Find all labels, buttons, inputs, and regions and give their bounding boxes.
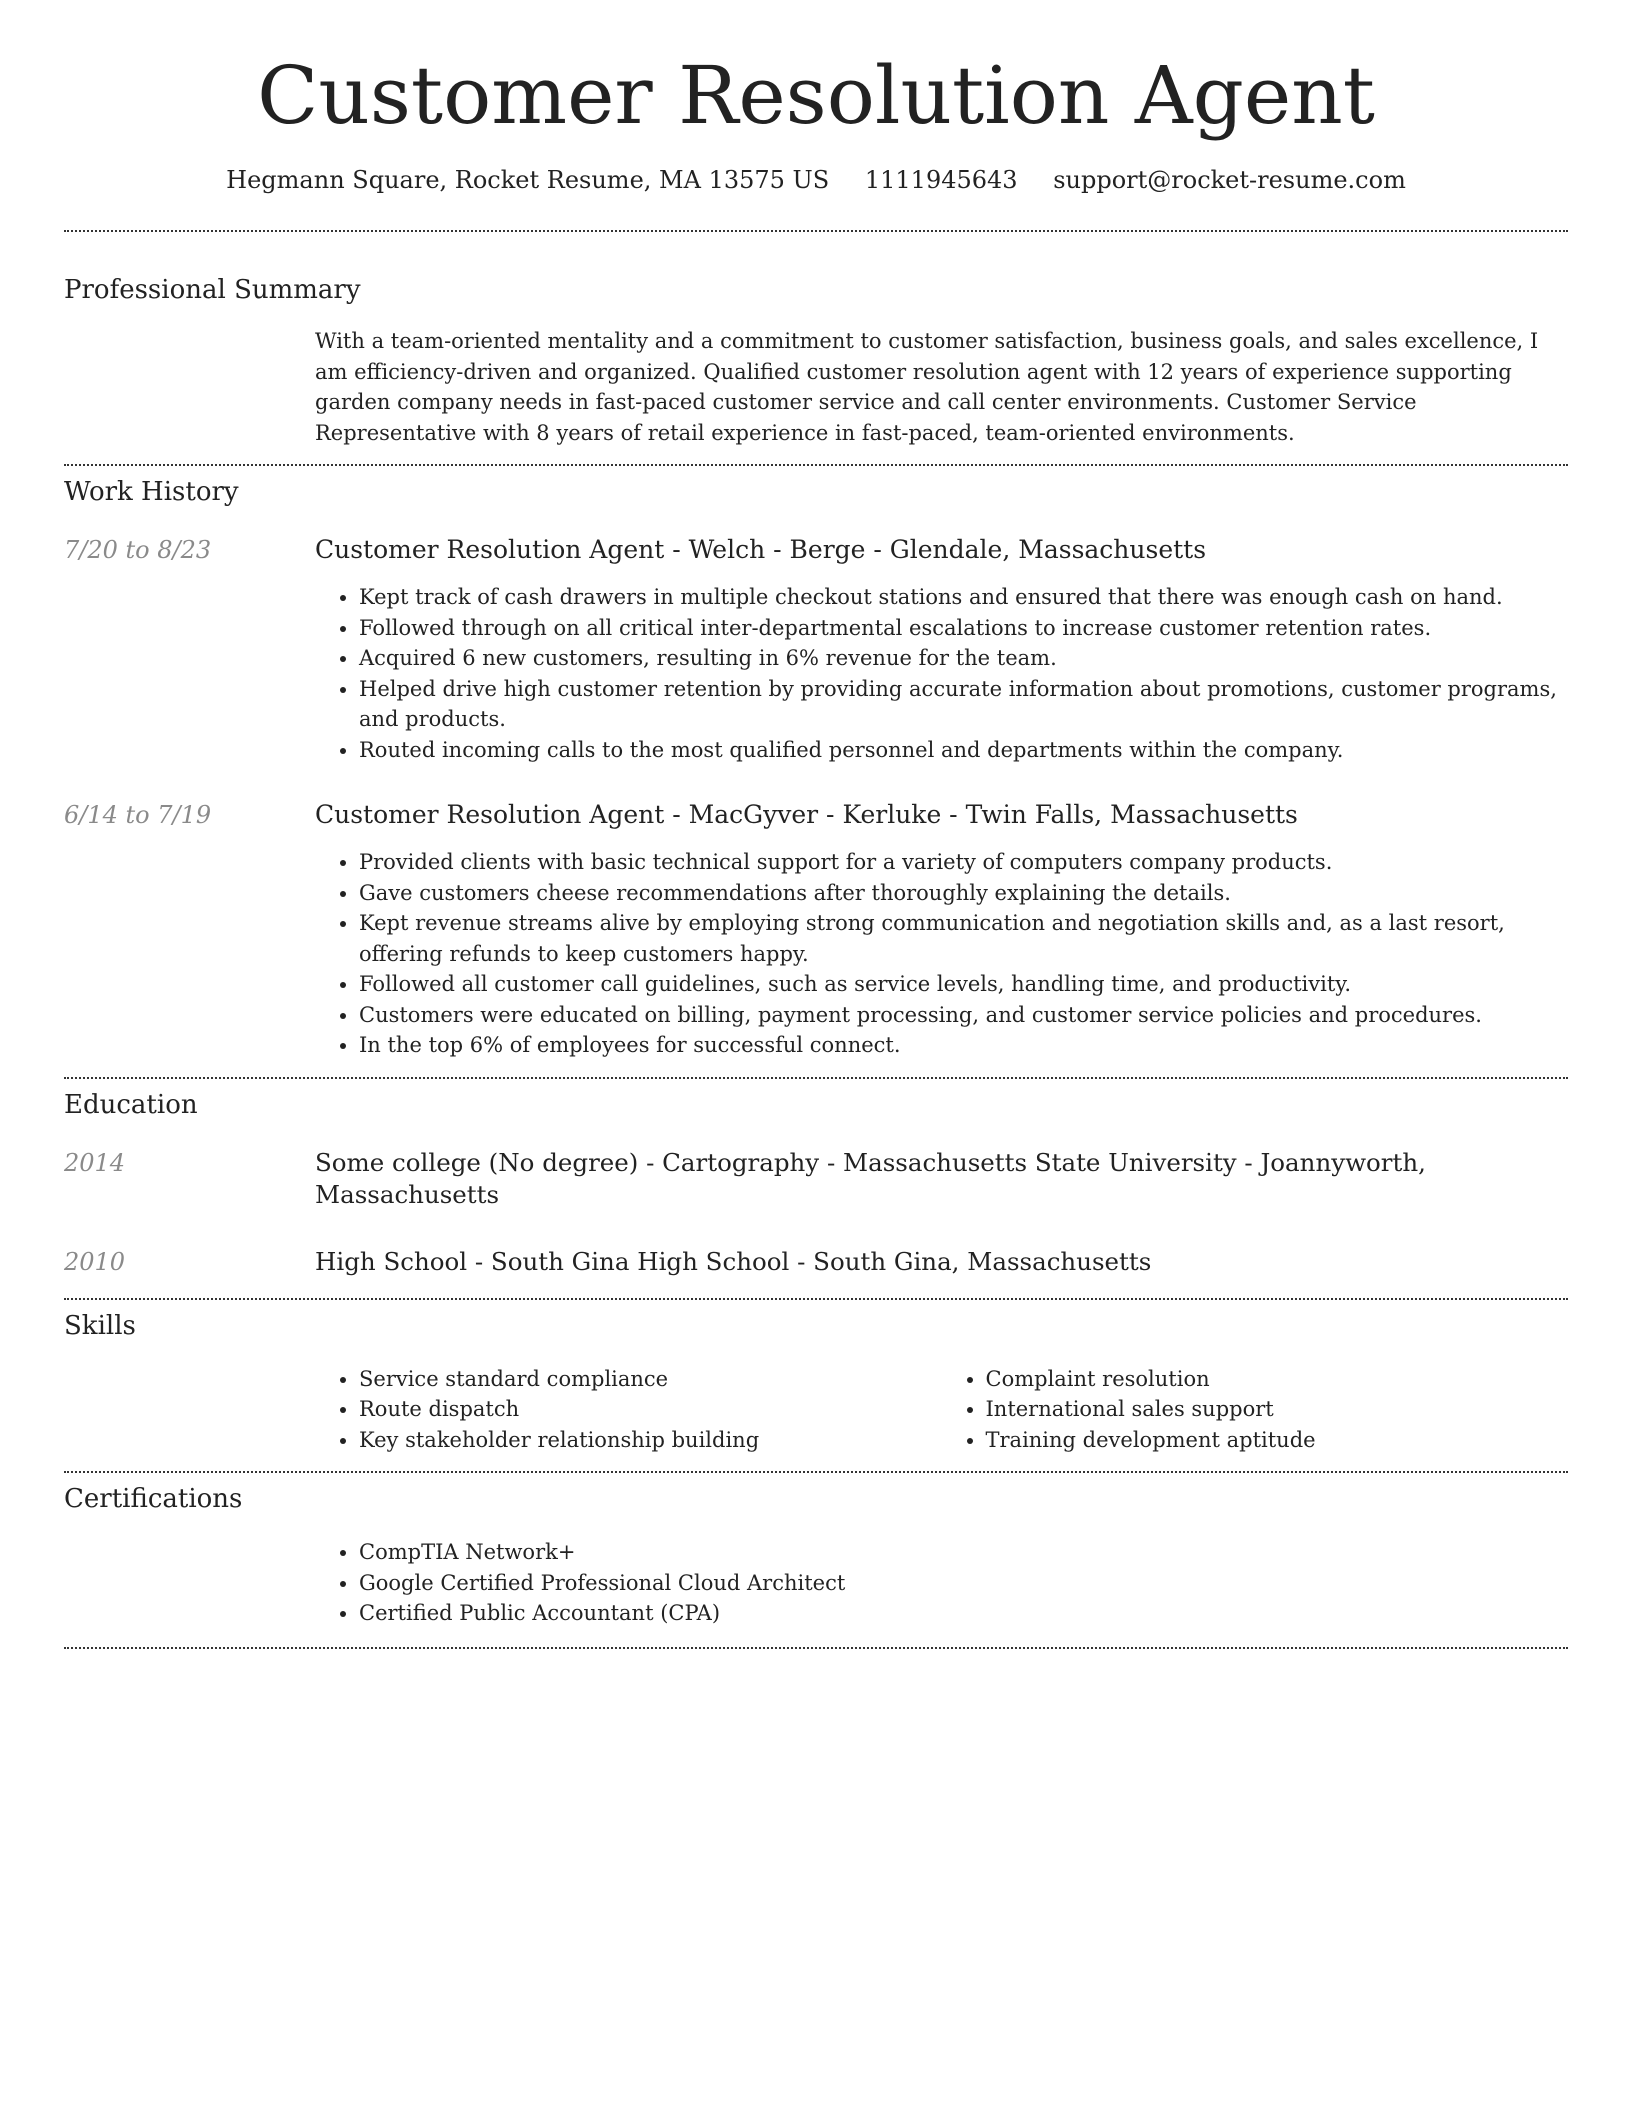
- email-link[interactable]: support@rocket-resume.com: [1053, 166, 1406, 194]
- divider: [64, 1298, 1568, 1300]
- list-item: • Acquired 6 new customers, resulting in 6% revenue for the team.: [359, 643, 1568, 674]
- section-heading-education: Education: [64, 1089, 198, 1120]
- education-detail: High School - South Gina High School - South Gina, Massachusetts: [315, 1246, 1152, 1276]
- job-dates: 7/20 to 8/23: [64, 536, 212, 564]
- skill-item: • Training development aptitude: [986, 1425, 1569, 1456]
- list-item: • Customers were educated on billing, payment processing, and customer service policies and procedures.: [359, 1000, 1568, 1031]
- job-bullets: [315, 582, 1568, 765]
- certification-item: • Google Certified Professional Cloud Architect: [359, 1568, 1568, 1599]
- section-heading-work-history: Work History: [64, 477, 239, 507]
- section-heading-certifications: Certifications: [64, 1484, 243, 1514]
- divider: [64, 1471, 1568, 1473]
- divider: [64, 1077, 1568, 1079]
- list-item: • Kept track of cash drawers in multiple checkout stations and ensured that there was enough cash on hand.: [359, 582, 1568, 613]
- resume-page: [64, 0, 1568, 1649]
- skill-item: • International sales support: [986, 1394, 1569, 1425]
- divider: [64, 1647, 1568, 1649]
- job-entry: [64, 534, 1568, 765]
- list-item: • Followed all customer call guidelines, such as service levels, handling time, and productivity.: [359, 969, 1568, 1000]
- work-history-section: [64, 476, 1568, 1061]
- education-detail: Some college (No degree) - Cartography - Massachusetts State University - Joannyworth, Massachusetts: [315, 1147, 1426, 1209]
- education-year: 2014: [64, 1148, 126, 1177]
- skill-item: • Key stakeholder relationship building: [359, 1425, 942, 1456]
- summary-section: [64, 274, 1568, 448]
- job-dates: 6/14 to 7/19: [64, 801, 212, 829]
- phone-text: 1111945643: [864, 166, 1018, 194]
- job-title: Customer Resolution Agent - Welch - Berge - Glendale, Massachusetts: [315, 535, 1207, 564]
- skills-section: [64, 1310, 1568, 1456]
- skill-item: • Route dispatch: [359, 1394, 942, 1425]
- skills-list-right: [942, 1364, 1569, 1456]
- candidate-name: Customer Resolution Agent: [257, 49, 1375, 142]
- job-bullets: [315, 847, 1568, 1061]
- divider: [64, 464, 1568, 466]
- summary-text: With a team-oriented mentality and a commitment to customer satisfaction, business goals, and sales excellence, I am efficiency-driven and organized. Qualified customer resolution agent with 12 years of experience supporting garden company needs in fast-paced customer service and call center environments. Customer Service Representative with 8 years of retail experience in fast-paced, team-oriented environments.: [315, 329, 1539, 445]
- certification-item: • Certified Public Accountant (CPA): [359, 1598, 1568, 1629]
- contact-line: [64, 164, 1568, 196]
- list-item: • Followed through on all critical inter-departmental escalations to increase customer retention rates.: [359, 613, 1568, 644]
- job-title: Customer Resolution Agent - MacGyver - Kerluke - Twin Falls, Massachusetts: [315, 800, 1298, 829]
- skill-item: • Service standard compliance: [359, 1364, 942, 1395]
- list-item: • Provided clients with basic technical support for a variety of computers company products.: [359, 847, 1568, 878]
- job-entry: [64, 799, 1568, 1061]
- list-item: • Gave customers cheese recommendations after thoroughly explaining the details.: [359, 878, 1568, 909]
- education-entry: [64, 1246, 1568, 1278]
- divider: [64, 230, 1568, 232]
- education-entry: [64, 1147, 1568, 1211]
- education-section: [64, 1089, 1568, 1278]
- section-heading-summary: Professional Summary: [64, 275, 361, 305]
- address-text: Hegmann Square, Rocket Resume, MA 13575 US: [226, 166, 830, 194]
- list-item: • Helped drive high customer retention by providing accurate information about promotions, customer programs, and products.: [359, 674, 1568, 735]
- skill-item: • Complaint resolution: [986, 1364, 1569, 1395]
- section-heading-skills: Skills: [64, 1310, 136, 1341]
- certifications-list: [315, 1537, 1568, 1629]
- certification-item: • CompTIA Network+: [359, 1537, 1568, 1568]
- skills-list-left: [315, 1364, 942, 1456]
- list-item: • Kept revenue streams alive by employing strong communication and negotiation skills and, as a last resort, offering refunds to keep customers happy.: [359, 908, 1568, 969]
- education-year: 2010: [64, 1247, 126, 1276]
- list-item: • Routed incoming calls to the most qualified personnel and departments within the company.: [359, 735, 1568, 766]
- list-item: • In the top 6% of employees for successful connect.: [359, 1030, 1568, 1061]
- certifications-section: [64, 1483, 1568, 1629]
